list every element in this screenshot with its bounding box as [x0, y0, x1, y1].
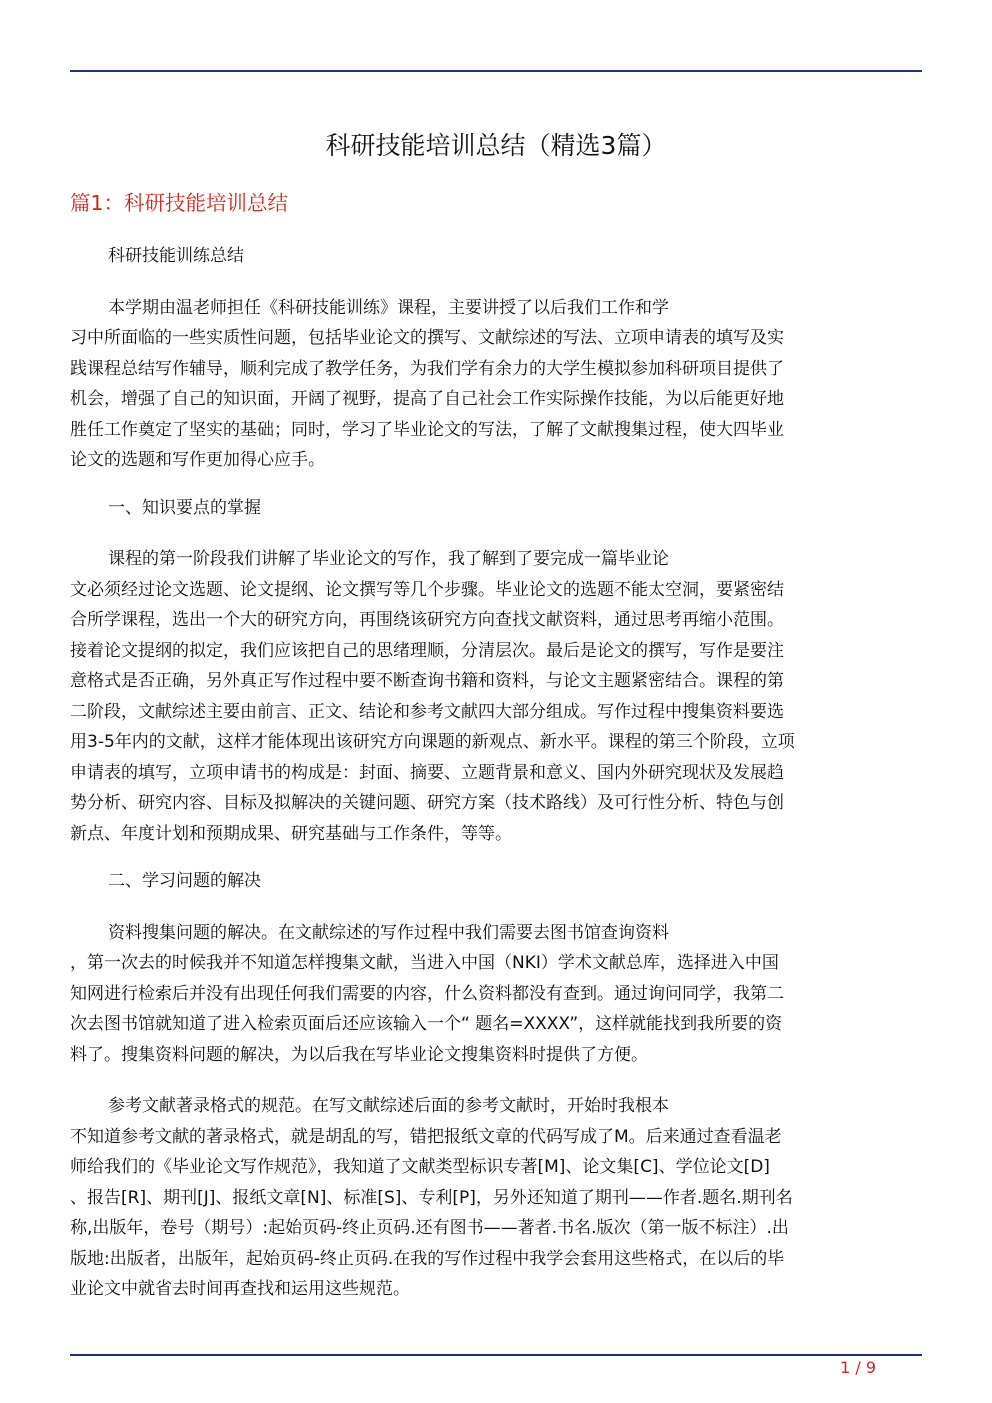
section-heading: 篇1：科研技能培训总结: [70, 191, 289, 215]
text-line: 业论文中就省去时间再查找和运用这些规范。: [70, 1279, 410, 1299]
page-number: 1 / 9: [840, 1358, 876, 1377]
text-line: 论文的选题和写作更加得心应手。: [70, 450, 325, 470]
header-rule: [70, 70, 922, 72]
text-line: 胜任工作奠定了坚实的基础；同时，学习了毕业论文的写法，了解了文献搜集过程，使大四毕业: [70, 419, 784, 440]
text-line: 一、知识要点的掌握: [108, 497, 261, 518]
text-line: 版地:出版者，出版年，起始页码-终止页码.在我的写作过程中我学会套用这些格式，在以后的毕: [70, 1248, 785, 1269]
text-line: 势分析、研究内容、目标及拟解决的关键问题、研究方案（技术路线）及可行性分析、特色与创: [70, 793, 784, 813]
text-line: 用3-5年内的文献，这样才能体现出该研究方向课题的新观点、新水平。课程的第三个阶段，立项: [70, 732, 795, 752]
text-line: 次去图书馆就知道了进入检索页面后还应该输入一个“ 题名=XXXX”，这样就能找到我所要的资: [70, 1014, 783, 1034]
text-line: 参考文献著录格式的规范。在写文献综述后面的参考文献时，开始时我根本: [108, 1096, 669, 1116]
paragraph-references: [70, 1091, 922, 1305]
text-line: 师给我们的《毕业论文写作规范》，我知道了文献类型标识专著[M]、论文集[C]、学位论文[D]: [70, 1157, 770, 1177]
text-line: 称,出版年，卷号（期号）:起始页码-终止页码.还有图书——著者.书名.版次（第一版不标注）.出: [70, 1218, 789, 1238]
paragraph-research: [70, 918, 922, 1071]
text-line: 新点、年度计划和预期成果、研究基础与工作条件，等等。: [70, 823, 512, 844]
text-line: 二阶段，文献综述主要由前言、正文、结论和参考文献四大部分组成。写作过程中搜集资料要选: [70, 701, 784, 722]
page-title: 科研技能培训总结（精选3篇）: [325, 131, 667, 160]
text-line: 、报告[R]、期刊[J]、报纸文章[N]、标准[S]、专利[P]，另外还知道了期刊——作者.题名.期刊名: [70, 1187, 793, 1208]
text-line: ，第一次去的时候我并不知道怎样搜集文献，当进入中国（NKI）学术文献总库，选择进入中国: [70, 953, 779, 973]
subheading-knowledge: [70, 493, 922, 524]
text-line: 文必须经过论文选题、论文提纲、论文撰写等几个步骤。毕业论文的选题不能太空洞，要紧密结: [70, 579, 784, 600]
text-line: 料了。搜集资料问题的解决，为以后我在写毕业论文搜集资料时提供了方便。: [70, 1044, 648, 1065]
text-line: 习中所面临的一些实质性问题，包括毕业论文的撰写、文献综述的写法、立项申请表的填写及实: [70, 328, 784, 348]
text-line: 合所学课程，选出一个大的研究方向，再围绕该研究方向查找文献资料，通过思考再缩小范围。: [70, 610, 784, 630]
document-body: [70, 241, 922, 1305]
text-line: 不知道参考文献的著录格式，就是胡乱的写，错把报纸文章的代码写成了M。后来通过查看温老: [70, 1126, 782, 1147]
text-line: 课程的第一阶段我们讲解了毕业论文的写作，我了解到了要完成一篇毕业论: [108, 549, 669, 569]
text-line: 二、学习问题的解决: [108, 871, 261, 891]
paragraph-knowledge: [70, 544, 922, 849]
text-line: 科研技能训练总结: [108, 246, 244, 266]
text-line: 资料搜集问题的解决。在文献综述的写作过程中我们需要去图书馆查询资料: [108, 922, 669, 943]
text-line: 接着论文提纲的拟定，我们应该把自己的思绪理顺，分清层次。最后是论文的撰写，写作是要注: [70, 640, 784, 661]
paragraph-subtitle: [70, 241, 922, 272]
text-line: 意格式是否正确，另外真正写作过程中要不断查询书籍和资料，与论文主题紧密结合。课程的第: [70, 671, 784, 691]
text-line: 知网进行检索后并没有出现任何我们需要的内容，什么资料都没有查到。通过询问同学，我第二: [70, 983, 784, 1004]
text-line: 申请表的填写，立项申请书的构成是：封面、摘要、立题背景和意义、国内外研究现状及发展趋: [70, 762, 784, 783]
subheading-problems: [70, 866, 922, 897]
text-line: 践课程总结写作辅导，顺利完成了教学任务，为我们学有余力的大学生模拟参加科研项目提供了: [70, 358, 784, 379]
text-line: 机会，增强了自己的知识面，开阔了视野，提高了自己社会工作实际操作技能，为以后能更好地: [70, 389, 784, 409]
footer-rule: [70, 1354, 922, 1356]
text-line: 本学期由温老师担任《科研技能训练》课程，主要讲授了以后我们工作和学: [108, 297, 669, 318]
paragraph-intro: [70, 293, 922, 476]
